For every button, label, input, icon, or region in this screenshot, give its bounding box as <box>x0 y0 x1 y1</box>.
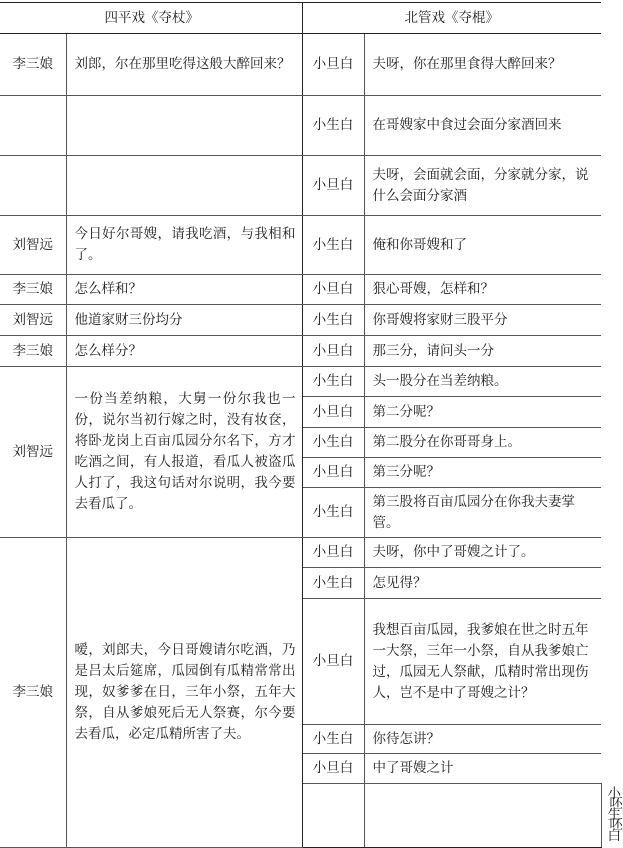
right-role: 小旦白 <box>302 397 364 428</box>
left-text: 怎么样和？ <box>66 275 302 305</box>
left-text: 刘郎，尔在那里吃得这般大醉回来？ <box>66 34 302 96</box>
left-role: 李三娘 <box>0 336 66 367</box>
left-role: 李三娘 <box>0 34 66 96</box>
left-text: 怎么样分？ <box>66 336 302 367</box>
left-role <box>302 784 364 848</box>
right-text: 第二分呢？ <box>364 397 601 428</box>
left-text <box>66 156 302 216</box>
left-text: 他道家财三份均分 <box>66 305 302 336</box>
table-row <box>0 538 601 568</box>
right-text: 你哥嫂将家财三股平分 <box>364 305 601 336</box>
left-role: 刘智远 <box>0 216 66 275</box>
right-role: 小旦白 <box>302 336 364 367</box>
table-row <box>0 336 601 367</box>
comparison-table <box>0 2 623 848</box>
right-text: 夫呀，你中了哥嫂之计了。 <box>364 538 601 568</box>
right-role: 小生白 <box>302 367 364 397</box>
table-row <box>0 275 601 305</box>
right-role: 小生白 <box>302 568 364 599</box>
right-text: 第三分呢？ <box>364 458 601 488</box>
left-text: 嗳，刘郎夫，今日哥嫂请尔吃酒，乃是吕太后筵席，瓜园倒有瓜精常常出现，奴爹爹在日，三年小祭，五年大祭，自从爹娘死后无人祭赛，尔今要去看瓜，必定瓜精所害了夫。 <box>66 538 302 848</box>
right-role: 小生白 <box>302 305 364 336</box>
right-role: 小生白 <box>302 488 364 538</box>
right-role: 小生白 <box>302 96 364 156</box>
right-role: 小生白 <box>302 428 364 458</box>
right-text: 狠心哥嫂，怎样和？ <box>364 275 601 305</box>
right-text: 第三股将百亩瓜园分在你我夫妻掌管。 <box>364 488 601 538</box>
table-row <box>0 34 601 96</box>
right-text: 你待怎讲？ <box>364 725 601 754</box>
right-role: 小旦白 <box>302 599 364 725</box>
right-text: 第二股分在你哥哥身上。 <box>364 428 601 458</box>
left-role: 刘智远 <box>0 367 66 538</box>
left-text: 一份当差纳粮，大舅一份尔我也一份，说尔当初行嫁之时，没有妆奁，将卧龙岗上百亩瓜园分尔名下，方才吃酒之间，有人报道，看瓜人被盗瓜人打了，我这句话对尔说明，我今要去看瓜了。 <box>66 367 302 538</box>
right-text: 那三分，请问头一分 <box>364 336 601 367</box>
left-role <box>0 96 66 156</box>
right-text: 头一股分在当差纳粮。 <box>364 367 601 397</box>
right-text: 中了哥嫂之计 <box>364 754 601 784</box>
left-text <box>66 96 302 156</box>
right-text: 俺和你哥嫂和了 <box>364 216 601 275</box>
right-role: 小生白 <box>302 216 364 275</box>
right-role: 小旦白 <box>302 538 364 568</box>
table-row <box>0 305 601 336</box>
right-role: 小旦白 <box>302 458 364 488</box>
table-row <box>0 216 601 275</box>
left-role: 刘智远 <box>0 305 66 336</box>
right-text: 怎见得？ <box>364 568 601 599</box>
right-text: 在哥嫂家中食过会面分家酒回来 <box>364 96 601 156</box>
table-row <box>0 96 601 156</box>
left-role <box>0 156 66 216</box>
left-role: 李三娘 <box>0 538 66 848</box>
right-text: 夫呀，会面就会面，分家就分家，说什么会面分家酒 <box>364 156 601 216</box>
left-text: 今日好尔哥嫂，请我吃酒，与我相和了。 <box>66 216 302 275</box>
table-row <box>0 367 601 397</box>
right-role: 小旦白 <box>302 275 364 305</box>
right-header: 北管戏《夺棍》 <box>302 3 601 34</box>
right-role: 小旦白 <box>302 754 364 784</box>
left-text <box>364 784 601 848</box>
left-header: 四平戏《夺杖》 <box>0 3 302 34</box>
right-text: 夫呀，你在那里食得大醉回来？ <box>364 34 601 96</box>
table-row <box>0 156 601 216</box>
left-role: 李三娘 <box>0 275 66 305</box>
table-row: 小生白 呸呸 <box>0 784 601 848</box>
header-row <box>0 3 601 34</box>
right-role: 小旦白 <box>302 156 364 216</box>
right-text: 我想百亩瓜园，我爹娘在世之时五年一大祭，三年一小祭，自从我爹娘亡过，瓜园无人祭献，瓜精时常出现伤人，岂不是中了哥嫂之计？ <box>364 599 601 725</box>
right-role: 小生白 <box>302 725 364 754</box>
right-role: 小旦白 <box>302 34 364 96</box>
